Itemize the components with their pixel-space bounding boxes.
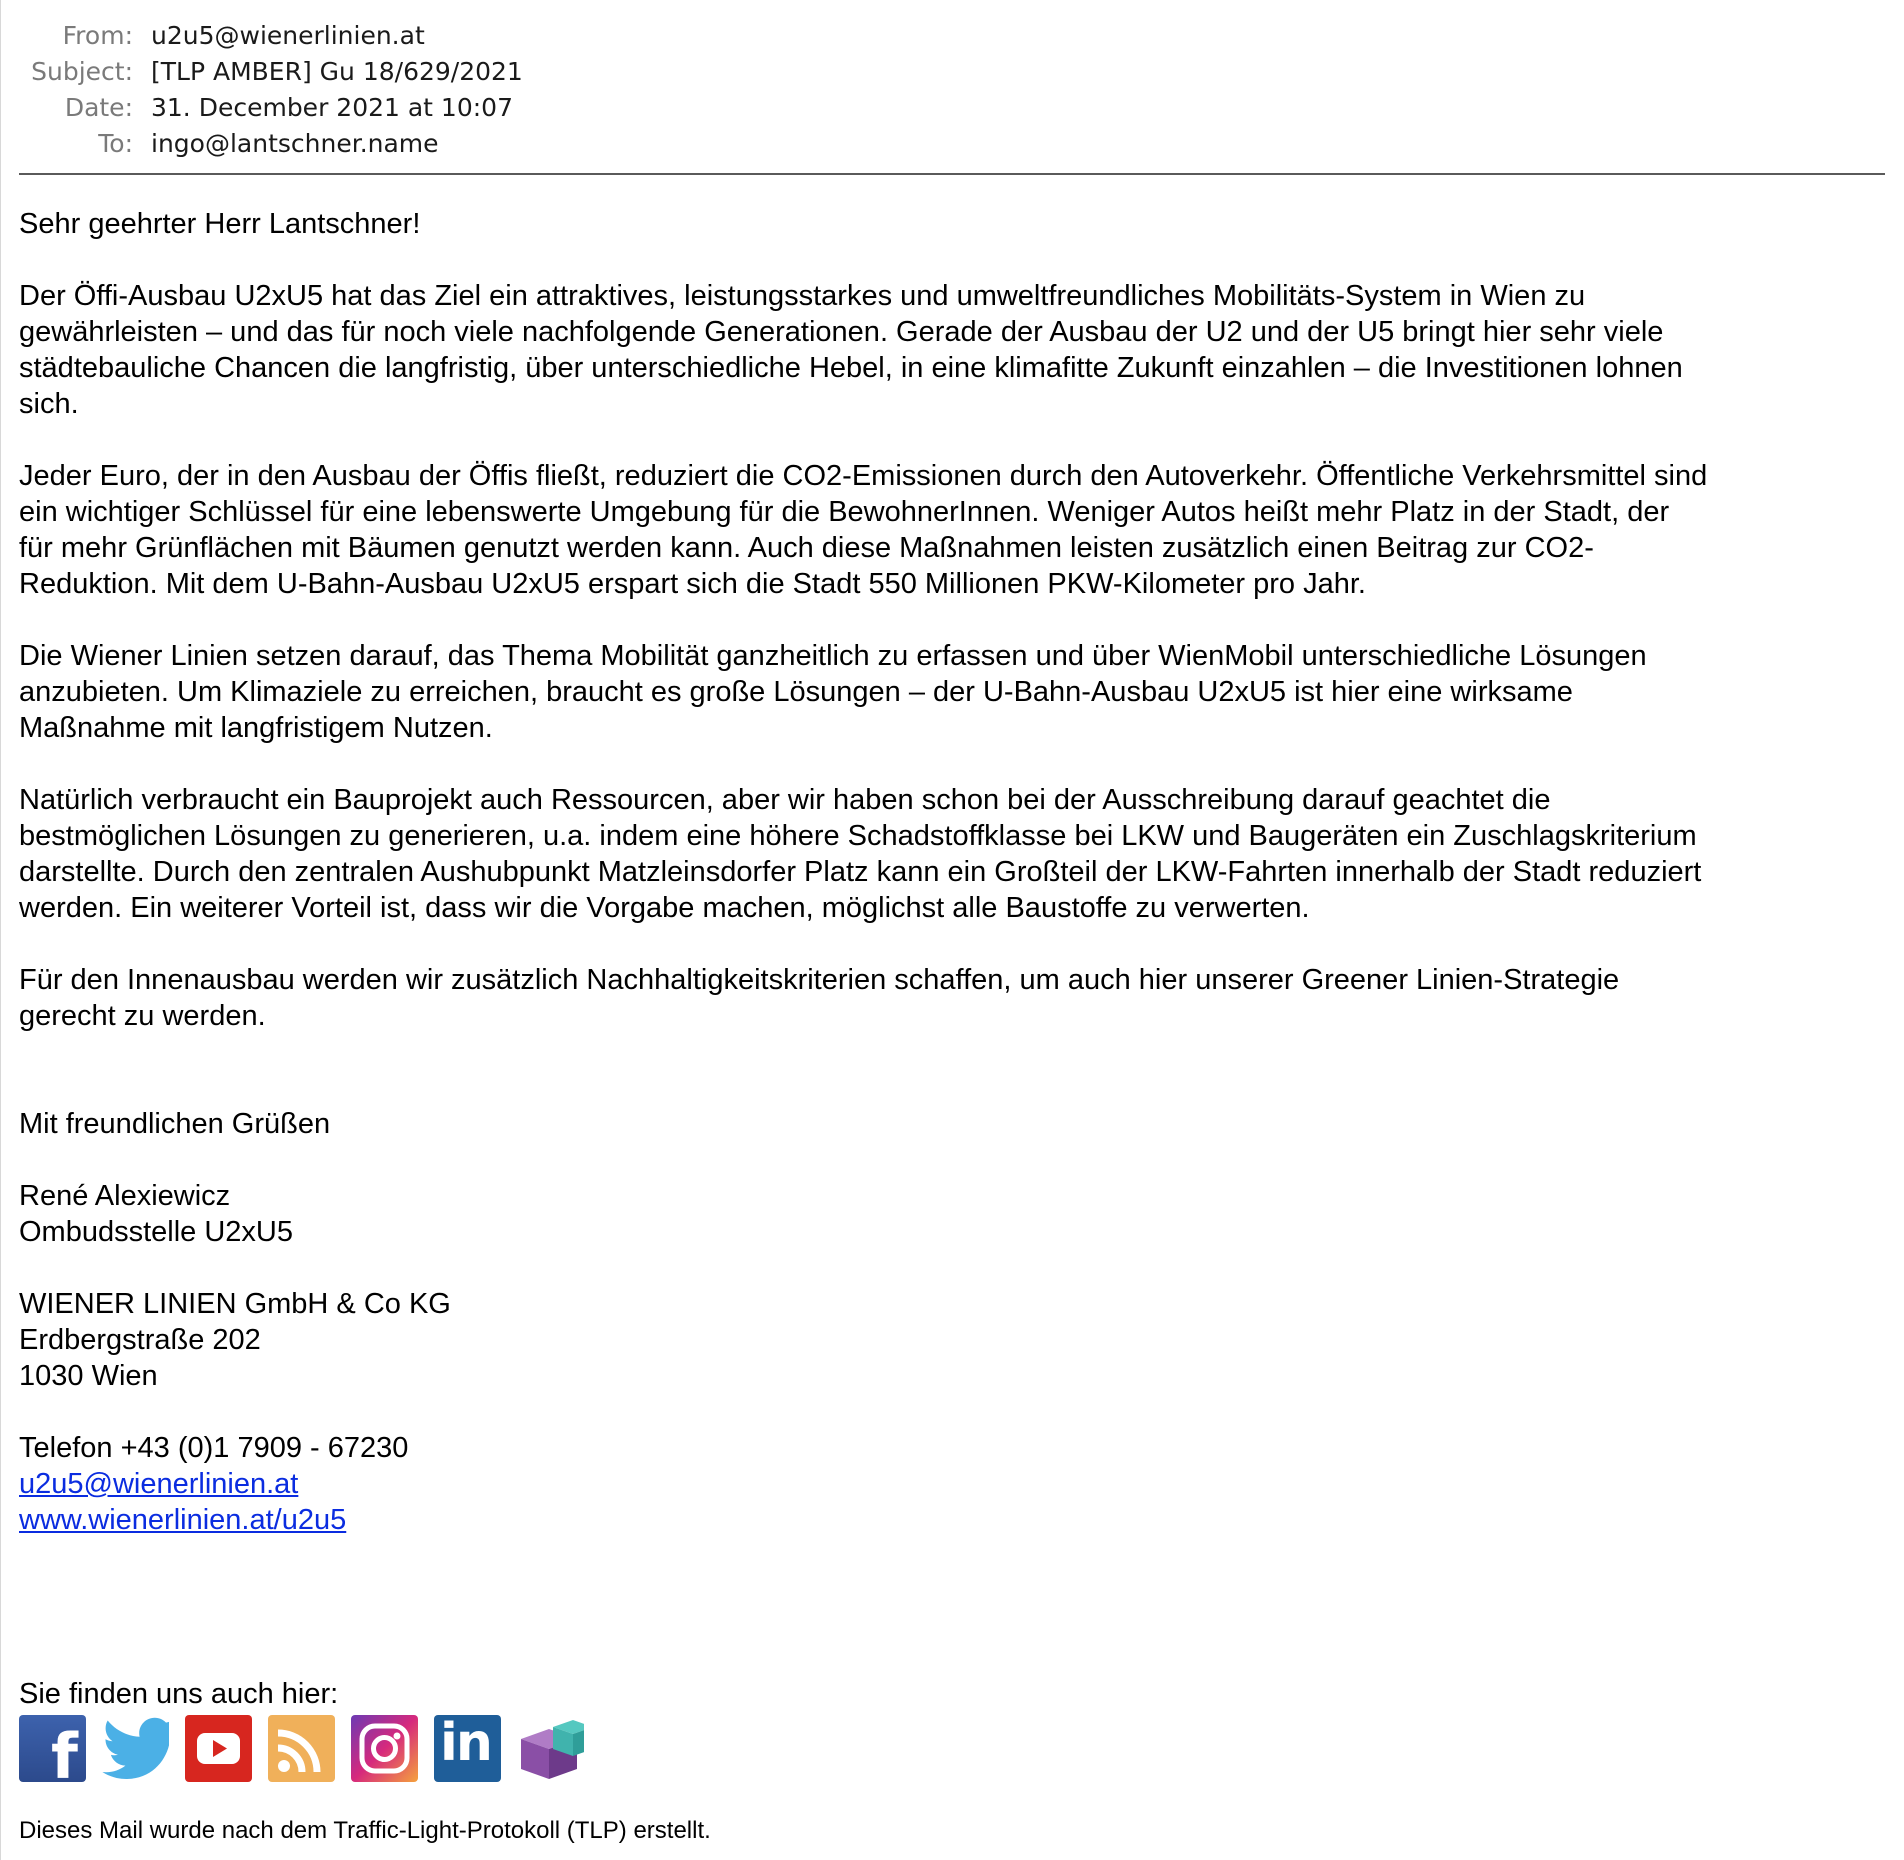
text-line: ein wichtiger Schlüssel für eine lebenswerte Umgebung für die BewohnerInnen. Weniger Autos heißt mehr Platz in der Stadt, der	[19, 496, 1670, 528]
greeting	[19, 206, 1891, 242]
twitter-icon[interactable]	[102, 1715, 169, 1782]
header-label: Date:	[64, 93, 133, 122]
from-address[interactable]: u2u5@wienerlinien.at	[151, 21, 425, 50]
text-line: sich.	[19, 388, 79, 420]
text-line: Für den Innenausbau werden wir zusätzlich Nachhaltigkeitskriterien schaffen, um auch hier unserer Greener Linien-Strategie	[19, 964, 1620, 996]
header-subject	[1, 54, 1904, 90]
signature-city: 1030 Wien	[19, 1360, 158, 1392]
paragraph-4	[19, 782, 1891, 926]
linkedin-icon[interactable]	[434, 1715, 501, 1782]
closing	[19, 1106, 1891, 1142]
signature-phone: Telefon +43 (0)1 7909 - 67230	[19, 1432, 409, 1464]
header-to	[1, 126, 1904, 162]
paragraph-3	[19, 638, 1891, 746]
header-label: To:	[98, 129, 133, 158]
text-line: Reduktion. Mit dem U-Bahn-Ausbau U2xU5 erspart sich die Stadt 550 Millionen PKW-Kilometer pro Jahr.	[19, 568, 1366, 600]
website-link[interactable]: www.wienerlinien.at/u2u5	[19, 1504, 347, 1536]
facebook-glyph: f	[51, 1719, 78, 1782]
paragraph-5	[19, 962, 1891, 1034]
mail-body	[19, 206, 1891, 1538]
text-line: bestmöglichen Lösungen zu generieren, u.a. indem eine höhere Schadstoffklasse bei LKW und Baugeräten ein Zuschlagskriterium	[19, 820, 1697, 852]
text-line: gewährleisten – und das für noch viele nachfolgende Generationen. Gerade der Ausbau der U2 und der U5 bringt hier sehr viele	[19, 316, 1664, 348]
rss-icon[interactable]	[268, 1715, 335, 1782]
subject-value: [TLP AMBER] Gu 18/629/2021	[151, 57, 523, 86]
text-line: Maßnahme mit langfristigem Nutzen.	[19, 712, 493, 744]
email-link[interactable]: u2u5@wienerlinien.at	[19, 1468, 299, 1500]
text-line: städtebauliche Chancen die langfristig, über unterschiedliche Hebel, in eine klimafitte Zukunft einzahlen – die Investitionen lohnen	[19, 352, 1683, 384]
text-line: Mit freundlichen Grüßen	[19, 1108, 331, 1140]
signature-role: Ombudsstelle U2xU5	[19, 1216, 293, 1248]
text-line: für mehr Grünflächen mit Bäumen genutzt werden kann. Auch diese Maßnahmen leisten zusätzlich einen Beitrag zur CO2-	[19, 532, 1594, 564]
signature-contact-block	[19, 1430, 1891, 1538]
social-label: Sie finden uns auch hier:	[19, 1678, 339, 1710]
linkedin-glyph: in	[440, 1714, 491, 1773]
social-icons	[19, 1712, 584, 1784]
paragraph-2	[19, 458, 1891, 602]
header-from	[1, 18, 1904, 54]
text-line: gerecht zu werden.	[19, 1000, 266, 1032]
signature-address-block	[19, 1286, 1891, 1394]
text-line: Der Öffi-Ausbau U2xU5 hat das Ziel ein attraktives, leistungsstarkes und umweltfreundliches Mobilitäts-System in Wien zu	[19, 280, 1586, 312]
text-line: darstellte. Durch den zentralen Aushubpunkt Matzleinsdorfer Platz kann ein Großteil der LKW-Fahrten innerhalb der Stadt reduziert	[19, 856, 1702, 888]
paragraph-1	[19, 278, 1891, 422]
text-line: werden. Ein weiterer Vorteil ist, dass wir die Vorgabe machen, möglichst alle Baustoffe zu verwerten.	[19, 892, 1310, 924]
tlp-footer-note: Dieses Mail wurde nach dem Traffic-Light-Protokoll (TLP) erstellt.	[19, 1817, 711, 1844]
text-line: Die Wiener Linien setzen darauf, das Thema Mobilität ganzheitlich zu erfassen und über WienMobil unterschiedliche Lösungen	[19, 640, 1647, 672]
u2u5-logo-icon[interactable]	[517, 1715, 584, 1782]
header-label: Subject:	[31, 57, 133, 86]
text-line: Natürlich verbraucht ein Bauprojekt auch Ressourcen, aber wir haben schon bei der Ausschreibung darauf geachtet die	[19, 784, 1551, 816]
header-date	[1, 90, 1904, 126]
instagram-icon[interactable]	[351, 1715, 418, 1782]
to-address[interactable]: ingo@lantschner.name	[151, 129, 439, 158]
header-label: From:	[62, 21, 133, 50]
signature-name-block	[19, 1178, 1891, 1250]
signature-street: Erdbergstraße 202	[19, 1324, 261, 1356]
header-divider	[19, 173, 1885, 175]
date-value: 31. December 2021 at 10:07	[151, 93, 513, 122]
youtube-icon[interactable]	[185, 1715, 252, 1782]
text-line: anzubieten. Um Klimaziele zu erreichen, braucht es große Lösungen – der U-Bahn-Ausbau U2xU5 ist hier eine wirksame	[19, 676, 1573, 708]
mail-headers	[1, 18, 1904, 162]
signature-name: René Alexiewicz	[19, 1180, 231, 1212]
signature-company: WIENER LINIEN GmbH & Co KG	[19, 1288, 451, 1320]
facebook-icon[interactable]	[19, 1715, 86, 1782]
text-line: Sehr geehrter Herr Lantschner!	[19, 208, 421, 240]
text-line: Jeder Euro, der in den Ausbau der Öffis fließt, reduziert die CO2-Emissionen durch den Autoverkehr. Öffentliche Verkehrsmittel sind	[19, 460, 1708, 492]
